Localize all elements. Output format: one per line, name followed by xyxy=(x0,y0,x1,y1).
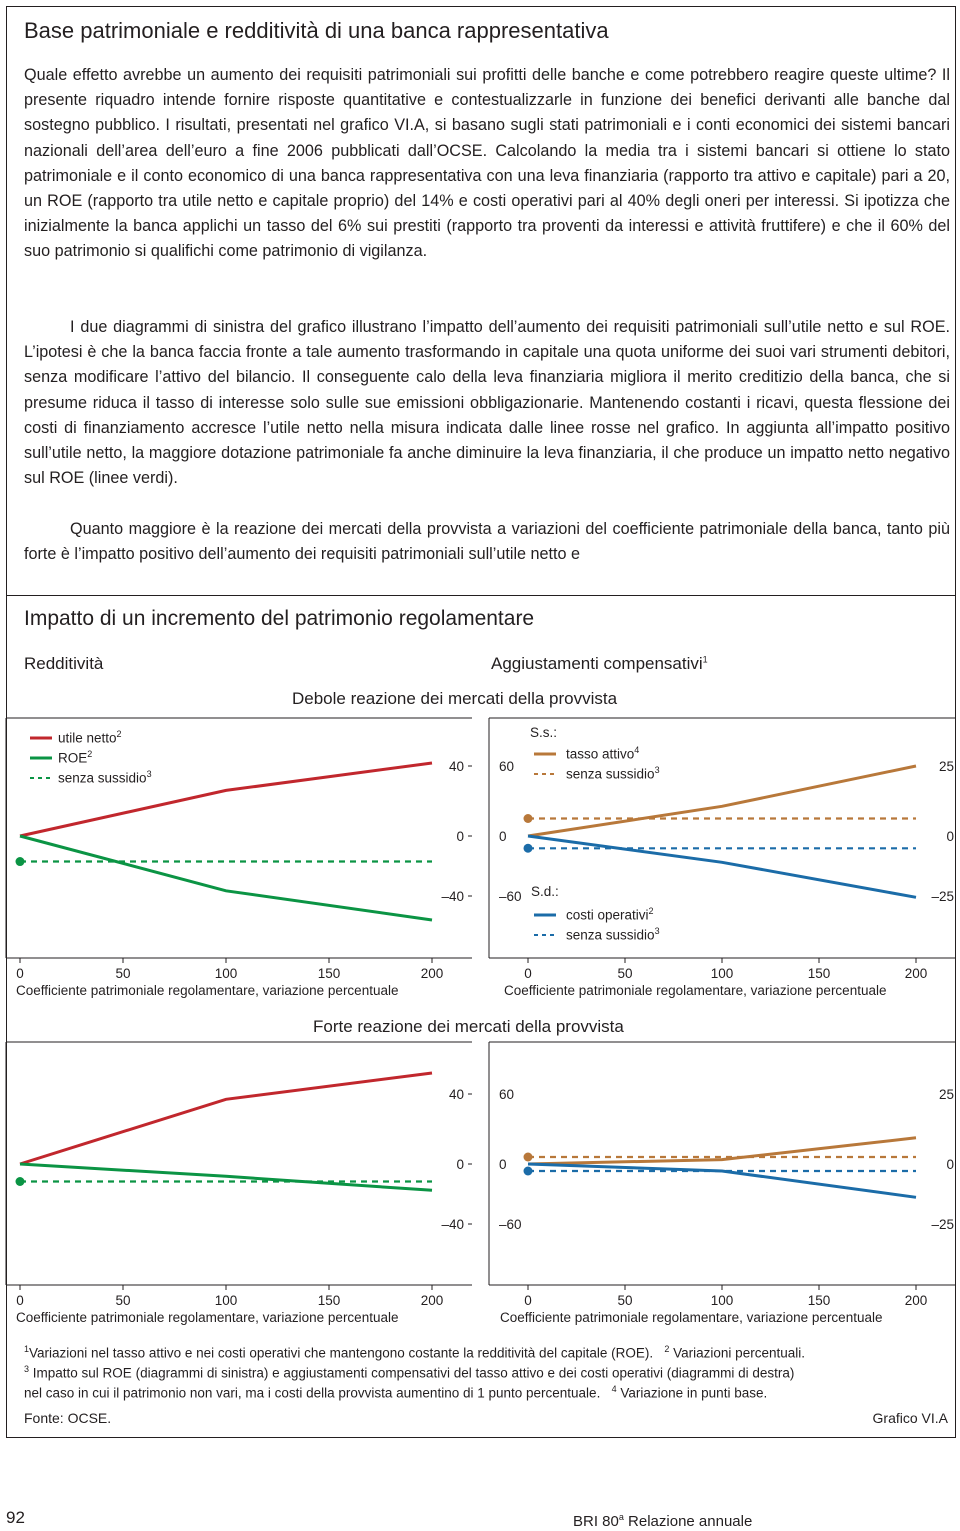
y-tick-label-right: –25 xyxy=(931,889,954,904)
left-heading: Redditività xyxy=(24,654,104,673)
page-number: 92 xyxy=(6,1508,25,1527)
costi-operativi-line xyxy=(528,836,916,897)
y-tick-label-right: –25 xyxy=(931,1217,954,1232)
senza-sussidio-marker xyxy=(16,857,25,866)
x-tick-label: 100 xyxy=(710,966,734,981)
y-tick-label: 0 xyxy=(499,1157,507,1172)
y-tick-label: –40 xyxy=(441,1217,464,1232)
y-tick-label-right: 0 xyxy=(946,829,954,844)
y-tick-label: 60 xyxy=(499,759,515,774)
legend-senza-sussidio: senza sussidio$^3$ xyxy=(58,769,152,786)
row2-title: Forte reazione dei mercati della provvista xyxy=(313,1017,624,1036)
x-tick-label: 200 xyxy=(420,1293,444,1308)
x-tick-label: 50 xyxy=(115,966,131,981)
legend-senza-sussidio: senza sussidio$^3$ xyxy=(566,926,660,943)
right-heading: Aggiustamenti compensativi$^1$ xyxy=(491,654,708,673)
x-tick-label: 150 xyxy=(807,1293,831,1308)
legend-tasso-attivo: tasso attivo$^4$ xyxy=(566,745,640,762)
x-tick-label: 150 xyxy=(317,1293,341,1308)
legend-costi-operativi: costi operativi$^2$ xyxy=(566,906,654,923)
costi-operativi-line xyxy=(528,1164,916,1197)
utile-netto-line xyxy=(20,763,432,836)
y-tick-label: –60 xyxy=(499,889,522,904)
x-tick-label: 0 xyxy=(524,1293,532,1308)
paragraph-2: I due diagrammi di sinistra del grafico illustrano l’impatto dell’aumento dei requisiti patrimoniali sull’utile netto e sul ROE. L’ipotesi è che la banca faccia fronte a tale aumento trasformando in capitale una quota uniforme dei suoi vari strumenti debitori, senza modificare l’attivo del bilancio. Il conseguente calo della leva finanziaria migliora il merito creditizio della banca, che si presume riduca il tasso di interesse solo sulle sue emissioni obbligazionarie. Mantenendo costanti i ricavi, questa flessione dei costi di finanziamento accresce l’utile netto nella misura indicata dalle linee rosse nel grafico. In aggiunta all’impatto positivo sull’utile netto, la maggiore dotazione patrimoniale fa anche diminuire la leva finanziaria, il che produce un impatto netto negativo sul ROE (linee verdi). xyxy=(24,318,950,488)
x-tick-label: 150 xyxy=(807,966,831,981)
x-tick-label: 50 xyxy=(115,1293,131,1308)
x-tick-label: 100 xyxy=(214,966,238,981)
senza-sussidio-marker xyxy=(16,1177,25,1186)
tasso-attivo-line xyxy=(528,766,916,836)
source-note: Fonte: OCSE. xyxy=(24,1410,112,1426)
x-tick-label: 200 xyxy=(904,1293,928,1308)
x-tick-label: 0 xyxy=(16,1293,24,1308)
roe-line xyxy=(20,836,432,920)
publication-footer: BRI 80$^a$ Relazione annuale xyxy=(573,1512,753,1530)
roe-line xyxy=(20,1164,432,1190)
senza-sussidio-marker xyxy=(524,844,533,853)
legend-title-sd: S.d.: xyxy=(531,884,559,899)
legend-roe: ROE$^2$ xyxy=(58,749,93,766)
x-tick-label: 200 xyxy=(420,966,444,981)
y-tick-label: –60 xyxy=(499,1217,522,1232)
x-axis-label: Coefficiente patrimoniale regolamentare, variazione percentuale xyxy=(16,1310,399,1325)
x-tick-label: 200 xyxy=(904,966,928,981)
legend-senza-sussidio: senza sussidio$^3$ xyxy=(566,765,660,782)
row1-title: Debole reazione dei mercati della provvista xyxy=(292,689,618,708)
x-axis-label: Coefficiente patrimoniale regolamentare, variazione percentuale xyxy=(504,983,887,998)
x-tick-label: 0 xyxy=(16,966,24,981)
legend-title-ss: S.s.: xyxy=(530,725,558,740)
senza-sussidio-marker xyxy=(524,814,533,823)
x-axis-label: Coefficiente patrimoniale regolamentare, variazione percentuale xyxy=(500,1310,883,1325)
y-tick-label: 40 xyxy=(448,759,464,774)
senza-sussidio-marker xyxy=(524,1153,533,1162)
x-tick-label: 100 xyxy=(710,1293,734,1308)
senza-sussidio-marker xyxy=(524,1167,533,1176)
box-title: Base patrimoniale e redditività di una banca rappresentativa xyxy=(24,18,609,43)
x-tick-label: 50 xyxy=(617,1293,633,1308)
footnote-line-3: nel caso in cui il patrimonio non vari, ma i costi della provvista aumentino di 1 punto percentuale. $^4$ Variazione in punti base. xyxy=(24,1384,768,1401)
x-tick-label: 100 xyxy=(214,1293,238,1308)
y-tick-label: 0 xyxy=(456,1157,464,1172)
x-tick-label: 150 xyxy=(317,966,341,981)
y-tick-label-right: 25 xyxy=(938,759,954,774)
x-axis-label: Coefficiente patrimoniale regolamentare, variazione percentuale xyxy=(16,983,399,998)
utile-netto-line xyxy=(20,1073,432,1164)
figure-title: Impatto di un incremento del patrimonio regolamentare xyxy=(24,607,535,630)
tasso-attivo-line xyxy=(528,1138,916,1164)
legend-utile-netto: utile netto$^2$ xyxy=(58,729,122,746)
chart-id: Grafico VI.A xyxy=(872,1410,948,1426)
footnote-line-2: $^3$ Impatto sul ROE (diagrammi di sinistra) e aggiustamenti compensativi del tasso attivo e dei costi operativi (diagrammi di destra) xyxy=(24,1364,795,1381)
y-tick-label: 60 xyxy=(499,1087,515,1102)
paragraph-1: Quale effetto avrebbe un aumento dei requisiti patrimoniali sui profitti delle banche e come potrebbero reagire queste ultime? Il presente riquadro intende fornire risposte quantitative e contestualizzarle in funzione dei benefici derivanti alle banche dal sostegno pubblico. I risultati, presentati nel grafico VI.A, si basano sugli stati patrimoniali e i conti economici dei sistemi bancari nazionali dell’area dell’euro a fine 2006 pubblicati dall’OCSE. Calcolando la media tra i sistemi bancari si ottiene lo stato patrimoniale e il conto economico di una banca rappresentativa con una leva finanziaria (rapporto tra attivo e capitale) pari a 20, un ROE (rapporto tra utile netto e capitale proprio) del 14% e costi operativi pari al 40% degli oneri per interessi. Si ipotizza che inizialmente la banca applichi un tasso del 6% sui prestiti (rapporto tra proventi da interessi e attività fruttifere) e che il 60% del suo patrimonio si qualifichi come patrimonio di vigilanza. xyxy=(24,66,950,261)
y-tick-label-right: 25 xyxy=(938,1087,954,1102)
paragraph-3: Quanto maggiore è la reazione dei mercati della provvista a variazioni del coefficiente patrimoniale della banca, tanto più forte è l’impatto positivo dell’aumento dei requisiti patrimoniali sull’utile netto e xyxy=(24,520,950,564)
y-tick-label: 0 xyxy=(499,829,507,844)
footnote-line-1: $^1$Variazioni nel tasso attivo e nei costi operativi che mantengono costante la redditività del capitale (ROE). $^2$ Variazioni percentuali. xyxy=(24,1344,805,1361)
y-tick-label: 0 xyxy=(456,829,464,844)
y-tick-label-right: 0 xyxy=(946,1157,954,1172)
y-tick-label: 40 xyxy=(448,1087,464,1102)
y-tick-label: –40 xyxy=(441,889,464,904)
x-tick-label: 0 xyxy=(524,966,532,981)
x-tick-label: 50 xyxy=(617,966,633,981)
